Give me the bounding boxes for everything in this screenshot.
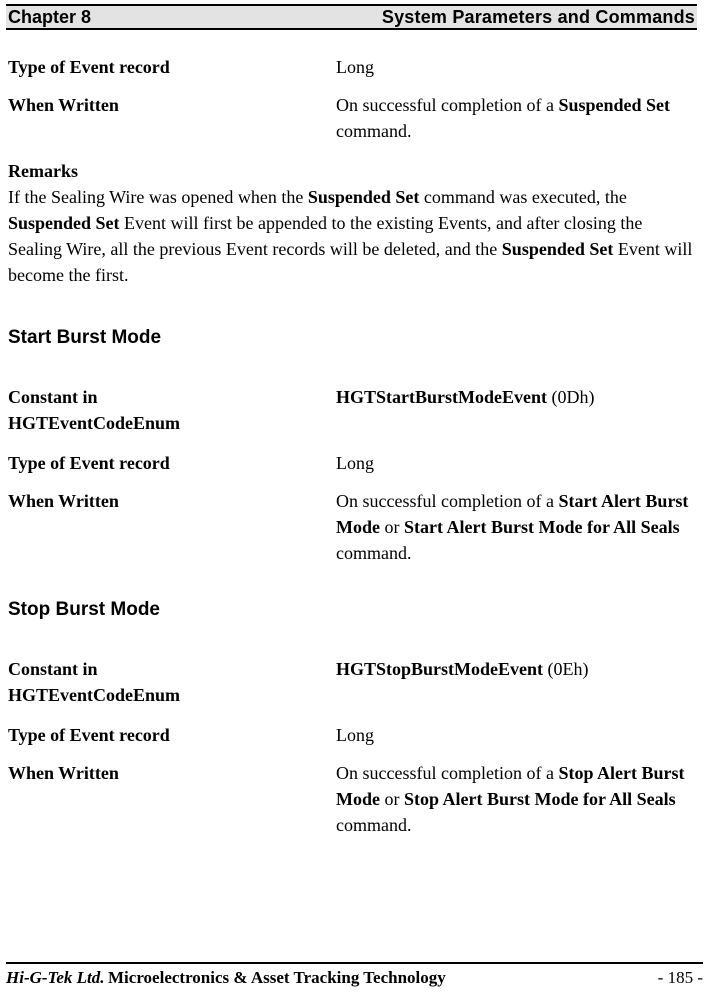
constant-label: Constant in HGTEventCodeEnum (8, 387, 181, 433)
when-label: When Written (8, 763, 119, 783)
company-tagline: Microelectronics & Asset Tracking Technology (108, 968, 446, 987)
stop-burst-heading: Stop Burst Mode (8, 599, 160, 620)
constant-value: HGTStartBurstModeEvent (0Dh) (336, 387, 595, 407)
type-label: Type of Event record (8, 57, 170, 77)
company-name: Hi-G-Tek Ltd. (6, 968, 105, 987)
type-value: Long (336, 57, 374, 77)
when-value: On successful completion of a Stop Alert Burst Mode or Stop Alert Burst Mode for All Seals command. (336, 763, 685, 835)
when-value: On successful completion of a Start Alert Burst Mode or Start Alert Burst Mode for All Seals command. (336, 491, 689, 563)
type-value: Long (336, 453, 374, 473)
remarks-paragraph: If the Sealing Wire was opened when the Suspended Set command was executed, the Suspended Set Event will first be appended to the existing Events, and after closing the Sealing Wire, all the previous Event records will be deleted, and the Suspended Set Event will become the first. (8, 187, 693, 285)
when-label: When Written (8, 491, 119, 511)
constant-value: HGTStopBurstModeEvent (0Eh) (336, 659, 589, 679)
when-value: On successful completion of a Suspended Set command. (336, 95, 670, 141)
when-label: When Written (8, 95, 119, 115)
type-value: Long (336, 725, 374, 745)
page-footer (6, 962, 703, 994)
chapter-label: Chapter 8 (8, 7, 92, 27)
type-label: Type of Event record (8, 725, 170, 745)
remarks-heading: Remarks (8, 161, 78, 181)
constant-label: Constant in HGTEventCodeEnum (8, 659, 181, 705)
page-number: - 185 - (657, 968, 703, 987)
type-label: Type of Event record (8, 453, 170, 473)
page-header (6, 4, 697, 30)
chapter-title: System Parameters and Commands (381, 7, 695, 27)
start-burst-heading: Start Burst Mode (8, 327, 162, 348)
